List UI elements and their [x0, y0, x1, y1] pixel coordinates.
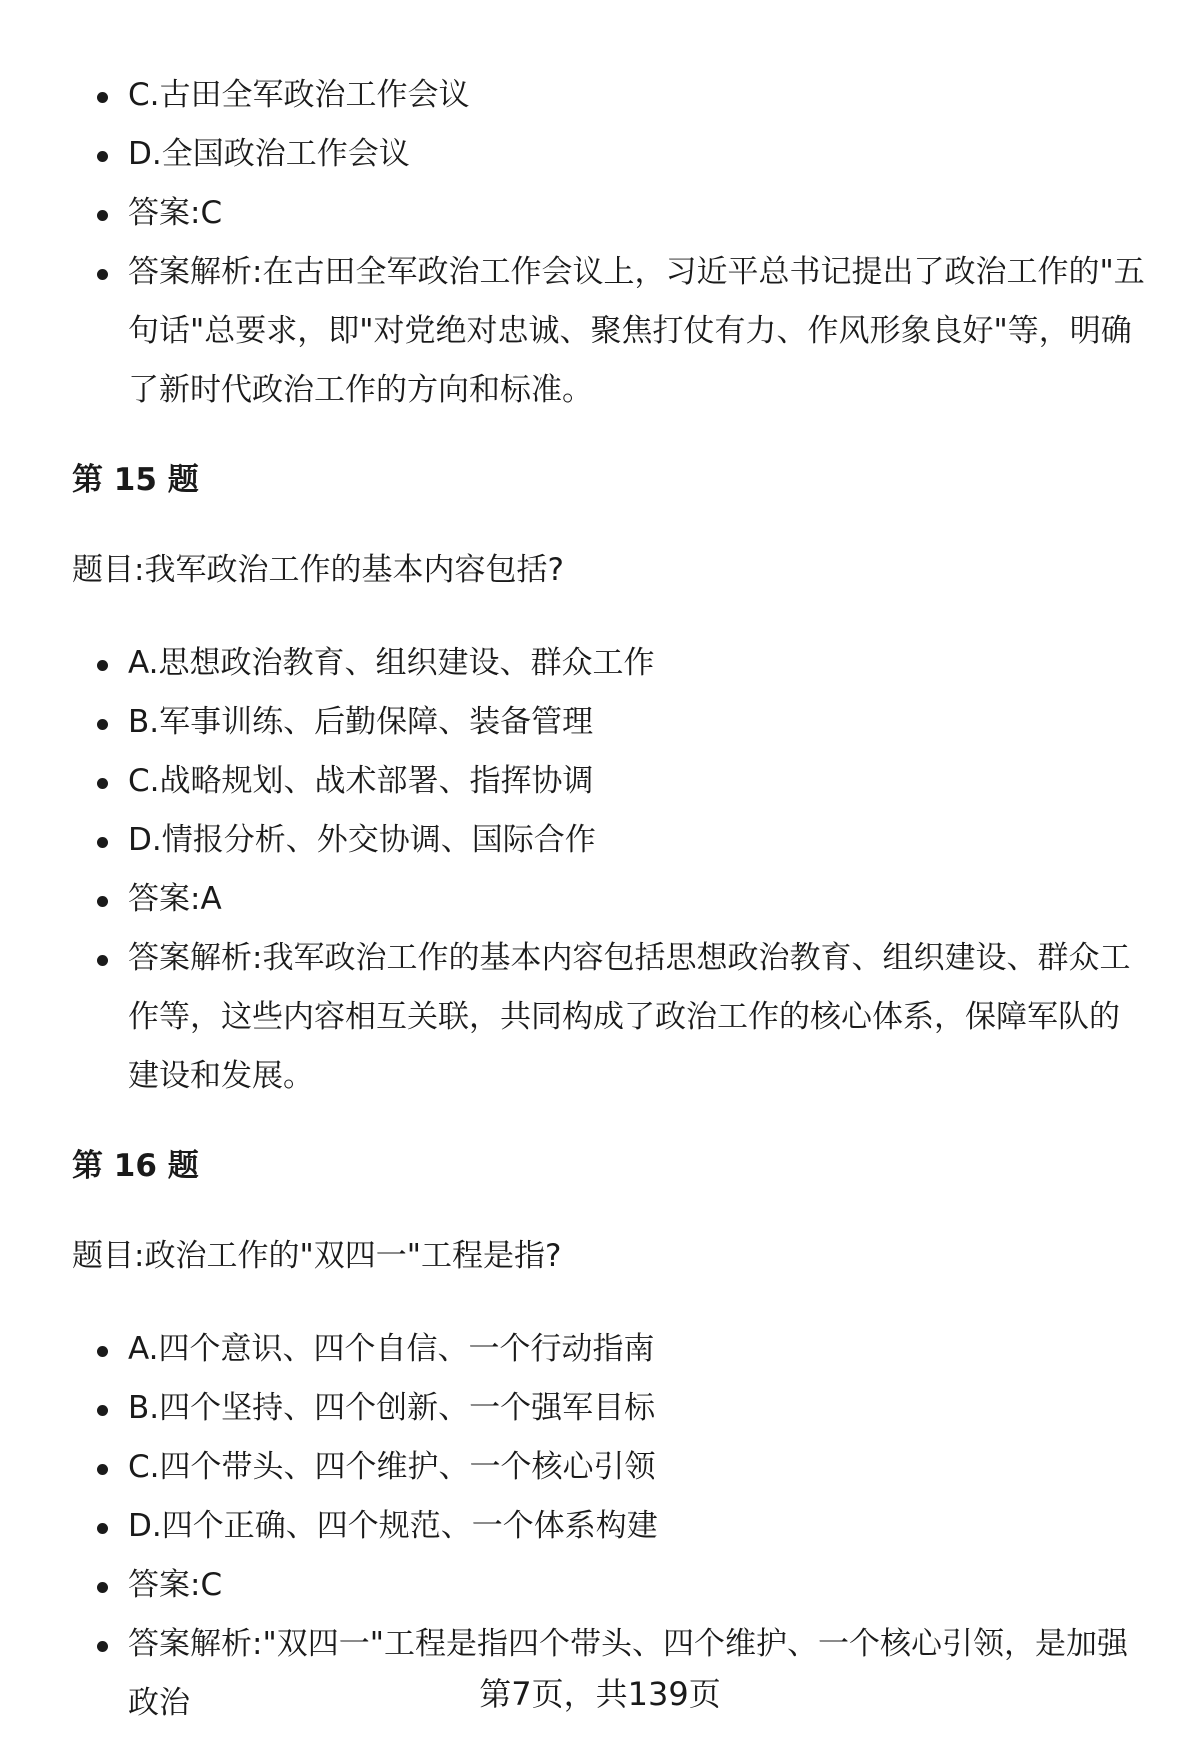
list-item	[0, 811, 1200, 870]
list-item	[0, 634, 1200, 693]
option-a: A.四个意识、四个自信、一个行动指南	[128, 1331, 655, 1367]
bullet-icon	[97, 660, 108, 671]
bullet-icon	[97, 1346, 108, 1357]
answer: 答案:C	[128, 195, 223, 231]
list-item	[0, 1379, 1200, 1438]
bullet-icon	[97, 151, 108, 162]
bullet-icon	[97, 896, 108, 907]
list-item	[0, 1556, 1200, 1615]
bullet-icon	[97, 719, 108, 730]
bullet-icon	[97, 92, 108, 103]
bullet-icon	[97, 1405, 108, 1416]
answer: 答案:C	[128, 1567, 223, 1603]
option-a: A.思想政治教育、组织建设、群众工作	[128, 645, 655, 681]
option-d: D.情报分析、外交协调、国际合作	[128, 822, 596, 858]
option-d: D.四个正确、四个规范、一个体系构建	[128, 1508, 658, 1544]
explanation: 答案解析:"双四一"工程是指四个带头、四个维护、一个核心引领，是加强政治	[128, 1626, 1128, 1721]
question-16-options	[0, 1320, 1200, 1733]
list-item	[0, 243, 1200, 420]
bullet-icon	[97, 210, 108, 221]
question-16-text: 题目:政治工作的"双四一"工程是指?	[72, 1238, 562, 1274]
bullet-icon	[97, 269, 108, 280]
question-15-options	[0, 634, 1200, 1106]
list-item	[0, 1497, 1200, 1556]
option-d: D.全国政治工作会议	[128, 136, 410, 172]
list-item	[0, 66, 1200, 125]
page-number-footer: 第7页，共139页	[479, 1675, 721, 1713]
list-item	[0, 929, 1200, 1106]
question-15-text: 题目:我军政治工作的基本内容包括?	[72, 552, 564, 588]
option-c: C.四个带头、四个维护、一个核心引领	[128, 1449, 656, 1485]
bullet-icon	[97, 1582, 108, 1593]
question-15-heading: 第 15 题	[72, 462, 199, 498]
bullet-icon	[97, 778, 108, 789]
list-item	[0, 1320, 1200, 1379]
bullet-icon	[97, 955, 108, 966]
list-item	[0, 184, 1200, 243]
option-b: B.四个坚持、四个创新、一个强军目标	[128, 1390, 656, 1426]
list-item	[0, 870, 1200, 929]
option-b: B.军事训练、后勤保障、装备管理	[128, 704, 594, 740]
bullet-icon	[97, 1641, 108, 1652]
answer: 答案:A	[128, 881, 222, 917]
list-item	[0, 1438, 1200, 1497]
explanation: 答案解析:我军政治工作的基本内容包括思想政治教育、组织建设、群众工作等，这些内容相互关联，共同构成了政治工作的核心体系，保障军队的建设和发展。	[128, 940, 1131, 1094]
list-item	[0, 693, 1200, 752]
list-item	[0, 125, 1200, 184]
bullet-icon	[97, 1523, 108, 1534]
bullet-icon	[97, 837, 108, 848]
question-16-heading: 第 16 题	[72, 1148, 199, 1184]
bullet-icon	[97, 1464, 108, 1475]
option-c: C.古田全军政治工作会议	[128, 77, 470, 113]
prev-question-list	[0, 66, 1200, 420]
option-c: C.战略规划、战术部署、指挥协调	[128, 763, 594, 799]
explanation: 答案解析:在古田全军政治工作会议上，习近平总书记提出了政治工作的"五句话"总要求，即"对党绝对忠诚、聚焦打仗有力、作风形象良好"等，明确了新时代政治工作的方向和标准。	[128, 254, 1145, 408]
list-item	[0, 752, 1200, 811]
